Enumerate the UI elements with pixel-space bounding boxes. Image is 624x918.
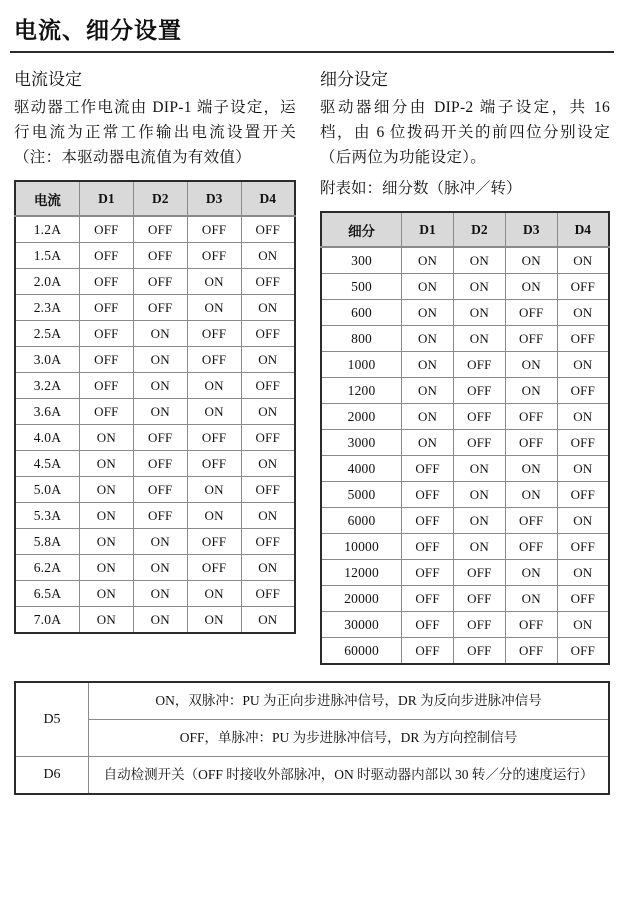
cell-value: ON: [453, 300, 505, 326]
table-row: [15, 425, 295, 451]
col-header-d1: D1: [79, 181, 133, 216]
cell-value: ON: [402, 300, 454, 326]
cell-value: OFF: [505, 300, 557, 326]
table-row: [321, 378, 609, 404]
cell-value: 5.8A: [15, 529, 79, 555]
table-header-row: [15, 181, 295, 216]
table-row: [15, 503, 295, 529]
col-header-d4: D4: [557, 212, 609, 247]
cell-value: 20000: [321, 586, 402, 612]
table-row: [321, 508, 609, 534]
cell-value: OFF: [79, 216, 133, 243]
cell-value: OFF: [187, 529, 241, 555]
cell-value: 2.5A: [15, 321, 79, 347]
cell-value: ON: [557, 508, 609, 534]
cell-value: OFF: [241, 529, 295, 555]
table-row: [15, 555, 295, 581]
cell-value: OFF: [557, 534, 609, 560]
cell-value: ON: [402, 274, 454, 300]
cell-value: ON: [133, 321, 187, 347]
cell-value: ON: [79, 451, 133, 477]
cell-value: ON: [557, 247, 609, 274]
cell-value: 1200: [321, 378, 402, 404]
cell-value: 60000: [321, 638, 402, 665]
cell-value: OFF: [402, 482, 454, 508]
cell-value: ON: [241, 295, 295, 321]
table-row: [321, 300, 609, 326]
cell-value: 3.6A: [15, 399, 79, 425]
cell-value: OFF: [187, 347, 241, 373]
cell-value: OFF: [505, 612, 557, 638]
d5-dual-pulse-desc: ON，双脉冲：PU 为正向步进脉冲信号，DR 为反向步进脉冲信号: [89, 682, 610, 720]
cell-value: OFF: [187, 321, 241, 347]
cell-value: OFF: [187, 216, 241, 243]
cell-value: ON: [557, 612, 609, 638]
table-row: [321, 560, 609, 586]
cell-value: 4000: [321, 456, 402, 482]
cell-value: ON: [505, 586, 557, 612]
cell-value: ON: [453, 482, 505, 508]
cell-value: ON: [241, 451, 295, 477]
cell-value: OFF: [402, 586, 454, 612]
cell-value: ON: [133, 555, 187, 581]
cell-value: 800: [321, 326, 402, 352]
cell-value: ON: [505, 482, 557, 508]
col-header-d3: D3: [187, 181, 241, 216]
cell-value: 2.3A: [15, 295, 79, 321]
table-header-row: [321, 212, 609, 247]
table-row: [15, 321, 295, 347]
cell-value: OFF: [79, 321, 133, 347]
col-header-d3: D3: [505, 212, 557, 247]
cell-value: OFF: [453, 404, 505, 430]
current-dip-table: [14, 180, 296, 634]
cell-value: ON: [453, 247, 505, 274]
cell-value: OFF: [133, 425, 187, 451]
right-paragraph: 驱动器细分由 DIP-2 端子设定，共 16 档，由 6 位拨码开关的前四位分别设定（后两位为功能设定）。: [320, 99, 610, 166]
microstep-table-body: [321, 247, 609, 664]
function-switch-table-wrap: [14, 681, 610, 795]
cell-value: OFF: [453, 378, 505, 404]
microstep-dip-table: [320, 211, 610, 665]
cell-value: 4.5A: [15, 451, 79, 477]
cell-value: OFF: [241, 269, 295, 295]
cell-value: ON: [133, 399, 187, 425]
cell-value: ON: [241, 399, 295, 425]
cell-value: ON: [187, 607, 241, 634]
cell-value: ON: [79, 607, 133, 634]
cell-value: 300: [321, 247, 402, 274]
cell-value: ON: [79, 581, 133, 607]
col-header-d2: D2: [453, 212, 505, 247]
table-row: [15, 477, 295, 503]
cell-value: OFF: [241, 425, 295, 451]
cell-value: ON: [79, 555, 133, 581]
cell-value: ON: [241, 347, 295, 373]
cell-value: OFF: [453, 560, 505, 586]
cell-value: OFF: [453, 352, 505, 378]
table-row: [15, 607, 295, 634]
table-row: [15, 295, 295, 321]
cell-value: ON: [187, 373, 241, 399]
cell-value: OFF: [133, 503, 187, 529]
d5-single-pulse-desc: OFF，单脉冲：PU 为步进脉冲信号，DR 为方向控制信号: [89, 720, 610, 757]
table-row: [15, 373, 295, 399]
table-row: [15, 451, 295, 477]
current-table-body: [15, 216, 295, 633]
left-section-title: 电流设定: [14, 70, 82, 89]
current-table-wrap: [14, 180, 296, 634]
cell-value: ON: [402, 430, 454, 456]
row-label-d5: D5: [15, 682, 89, 757]
cell-value: 500: [321, 274, 402, 300]
cell-value: OFF: [453, 638, 505, 665]
cell-value: OFF: [133, 216, 187, 243]
d6-selftest-desc: 自动检测开关（OFF 时接收外部脉冲，ON 时驱动器内部以 30 转／分的速度运行）: [89, 757, 610, 795]
table-row: [321, 534, 609, 560]
cell-value: 2000: [321, 404, 402, 430]
cell-value: ON: [187, 269, 241, 295]
microstep-table-wrap: [320, 211, 610, 665]
page-title-bar: [10, 0, 614, 53]
cell-value: 30000: [321, 612, 402, 638]
cell-value: OFF: [133, 451, 187, 477]
cell-value: 1.2A: [15, 216, 79, 243]
cell-value: OFF: [79, 243, 133, 269]
cell-value: OFF: [557, 326, 609, 352]
cell-value: ON: [453, 508, 505, 534]
table-row: [321, 274, 609, 300]
cell-value: OFF: [402, 560, 454, 586]
table-row: [321, 430, 609, 456]
cell-value: OFF: [187, 555, 241, 581]
cell-value: 6.2A: [15, 555, 79, 581]
table-row: [321, 586, 609, 612]
cell-value: OFF: [133, 269, 187, 295]
cell-value: OFF: [453, 586, 505, 612]
content-columns: [10, 67, 614, 665]
cell-value: OFF: [241, 581, 295, 607]
cell-value: ON: [187, 295, 241, 321]
cell-value: ON: [133, 607, 187, 634]
cell-value: OFF: [241, 373, 295, 399]
cell-value: OFF: [241, 321, 295, 347]
cell-value: OFF: [79, 347, 133, 373]
cell-value: OFF: [79, 399, 133, 425]
cell-value: OFF: [453, 430, 505, 456]
cell-value: OFF: [557, 638, 609, 665]
table-row: [321, 612, 609, 638]
cell-value: 12000: [321, 560, 402, 586]
cell-value: 1000: [321, 352, 402, 378]
cell-value: ON: [557, 352, 609, 378]
function-switch-table: [14, 681, 610, 795]
cell-value: 3.2A: [15, 373, 79, 399]
cell-value: 5.0A: [15, 477, 79, 503]
right-section-title: 细分设定: [320, 70, 388, 89]
cell-value: OFF: [453, 612, 505, 638]
column-microstep-settings: [312, 67, 610, 665]
cell-value: OFF: [187, 425, 241, 451]
cell-value: 3000: [321, 430, 402, 456]
cell-value: 1.5A: [15, 243, 79, 269]
cell-value: ON: [505, 456, 557, 482]
cell-value: ON: [557, 456, 609, 482]
cell-value: ON: [187, 581, 241, 607]
cell-value: ON: [79, 529, 133, 555]
column-current-settings: [14, 67, 312, 665]
cell-value: 5000: [321, 482, 402, 508]
table-row: [15, 399, 295, 425]
cell-value: OFF: [402, 638, 454, 665]
table-row: [15, 682, 609, 720]
cell-value: OFF: [505, 508, 557, 534]
cell-value: 600: [321, 300, 402, 326]
cell-value: ON: [79, 477, 133, 503]
cell-value: ON: [402, 352, 454, 378]
cell-value: OFF: [241, 216, 295, 243]
cell-value: OFF: [241, 477, 295, 503]
cell-value: OFF: [79, 373, 133, 399]
cell-value: OFF: [187, 243, 241, 269]
table-row: [321, 247, 609, 274]
cell-value: ON: [402, 404, 454, 430]
cell-value: OFF: [557, 274, 609, 300]
cell-value: ON: [187, 477, 241, 503]
cell-value: 7.0A: [15, 607, 79, 634]
cell-value: OFF: [505, 404, 557, 430]
cell-value: OFF: [557, 586, 609, 612]
table-row: [321, 352, 609, 378]
table-row: [321, 638, 609, 665]
cell-value: OFF: [402, 612, 454, 638]
cell-value: ON: [453, 326, 505, 352]
cell-value: ON: [241, 607, 295, 634]
cell-value: ON: [187, 399, 241, 425]
cell-value: ON: [241, 503, 295, 529]
cell-value: OFF: [557, 378, 609, 404]
cell-value: ON: [505, 247, 557, 274]
col-header-current: 电流: [15, 181, 79, 216]
left-paragraph: 驱动器工作电流由 DIP-1 端子设定，运行电流为正常工作输出电流设置开关（注：本驱动器电流值为有效值）: [14, 99, 296, 166]
cell-value: OFF: [79, 269, 133, 295]
cell-value: OFF: [402, 456, 454, 482]
cell-value: ON: [453, 534, 505, 560]
right-note: 附表如：细分数（脉冲／转）: [320, 180, 522, 197]
cell-value: ON: [402, 326, 454, 352]
cell-value: ON: [241, 555, 295, 581]
cell-value: 6000: [321, 508, 402, 534]
cell-value: ON: [505, 352, 557, 378]
col-header-d1: D1: [402, 212, 454, 247]
cell-value: OFF: [557, 430, 609, 456]
cell-value: ON: [133, 347, 187, 373]
cell-value: OFF: [505, 638, 557, 665]
cell-value: OFF: [79, 295, 133, 321]
cell-value: 5.3A: [15, 503, 79, 529]
cell-value: ON: [79, 425, 133, 451]
col-header-d2: D2: [133, 181, 187, 216]
cell-value: OFF: [505, 534, 557, 560]
cell-value: 6.5A: [15, 581, 79, 607]
col-header-microstep: 细分: [321, 212, 402, 247]
cell-value: ON: [133, 373, 187, 399]
cell-value: OFF: [505, 326, 557, 352]
cell-value: ON: [133, 529, 187, 555]
cell-value: ON: [505, 378, 557, 404]
cell-value: ON: [133, 581, 187, 607]
table-row: [321, 404, 609, 430]
cell-value: ON: [402, 247, 454, 274]
cell-value: ON: [453, 456, 505, 482]
cell-value: ON: [505, 560, 557, 586]
cell-value: 2.0A: [15, 269, 79, 295]
cell-value: ON: [79, 503, 133, 529]
cell-value: ON: [505, 274, 557, 300]
table-row: [15, 269, 295, 295]
cell-value: OFF: [187, 451, 241, 477]
cell-value: OFF: [133, 243, 187, 269]
table-row: [321, 456, 609, 482]
cell-value: ON: [402, 378, 454, 404]
row-label-d6: D6: [15, 757, 89, 795]
table-row: [15, 581, 295, 607]
cell-value: OFF: [402, 508, 454, 534]
cell-value: ON: [557, 300, 609, 326]
cell-value: 4.0A: [15, 425, 79, 451]
cell-value: OFF: [402, 534, 454, 560]
cell-value: OFF: [505, 430, 557, 456]
cell-value: OFF: [557, 482, 609, 508]
cell-value: ON: [557, 404, 609, 430]
page-title: 电流、细分设置: [14, 18, 182, 43]
table-row: [15, 720, 609, 757]
table-row: [15, 529, 295, 555]
cell-value: 3.0A: [15, 347, 79, 373]
table-row: [321, 482, 609, 508]
table-row: [15, 347, 295, 373]
cell-value: ON: [187, 503, 241, 529]
table-row: [15, 243, 295, 269]
cell-value: 10000: [321, 534, 402, 560]
cell-value: ON: [241, 243, 295, 269]
cell-value: OFF: [133, 295, 187, 321]
table-row: [15, 216, 295, 243]
cell-value: ON: [453, 274, 505, 300]
table-row: [15, 757, 609, 795]
cell-value: OFF: [133, 477, 187, 503]
cell-value: ON: [557, 560, 609, 586]
table-row: [321, 326, 609, 352]
col-header-d4: D4: [241, 181, 295, 216]
